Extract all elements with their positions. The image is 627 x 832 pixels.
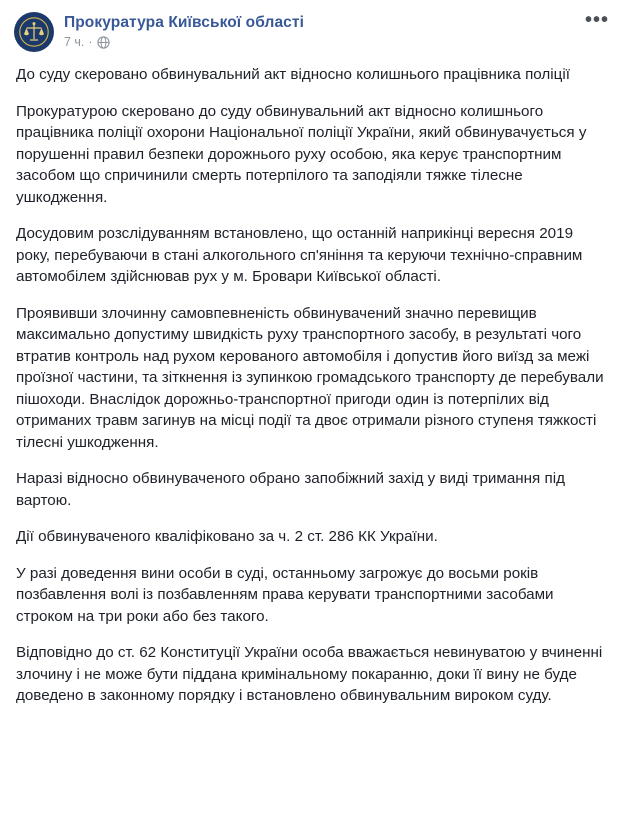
post-options-button[interactable]: ••• — [584, 9, 609, 31]
post-paragraph-1: Прокуратурою скеровано до суду обвинувальний акт відносно колишнього працівника поліції охорони Національної поліції України, який обвинувачується у порушенні правил безпеки дорожнього руху особою, яка керує транспортним засобом що спричинили смерть потерпілого та заподіяли тяжке тілесне ушкодження. — [16, 102, 587, 206]
post-header — [0, 0, 627, 60]
post-paragraph-5: Дії обвинуваченого кваліфіковано за ч. 2 ст. 286 КК України. — [16, 528, 438, 545]
meta-separator: · — [88, 35, 93, 49]
post-paragraph-4: Наразі відносно обвинуваченого обрано запобіжний захід у виді тримання під вартою. — [16, 470, 565, 509]
post-paragraph-7: Відповідно до ст. 62 Конституції України особа вважається невинуватою у вчиненні злочину і не може бути піддана кримінальному покаранню, доки її вину не буде доведено в законному порядку і встановлено обвинувальним вироком суду. — [16, 644, 603, 704]
prosecutor-emblem-icon — [19, 17, 49, 47]
globe-icon[interactable] — [97, 36, 110, 49]
post-paragraph-6: У разі доведення вини особи в суді, останньому загрожує до восьми років позбавлення волі із позбавленням права керувати транспортними засобами строком на три роки або без такого. — [16, 564, 554, 625]
post-paragraph-2: Досудовим розслідуванням встановлено, що останній наприкінці вересня 2019 року, перебуваючи в стані алкогольного сп'яніння та керуючи технічно-справним автомобілем здійснював рух у м. Бровари Київської області. — [16, 225, 583, 285]
post-timestamp[interactable]: 7 ч. — [64, 35, 85, 49]
post-title-paragraph: До суду скеровано обвинувальний акт відносно колишнього працівника поліції — [16, 66, 570, 83]
post-meta — [64, 35, 581, 50]
post-body — [0, 60, 627, 723]
avatar[interactable] — [14, 12, 54, 52]
page-author-name[interactable]: Прокуратура Київської області — [64, 14, 304, 31]
post-paragraph-3: Проявивши злочинну самовпевненість обвинувачений значно перевищив максимально допустиму швидкість руху транспортного засобу, в результаті чого втратив контроль над рухом керованого автомобіля і допустив його виїзд за межі проїзної частини, та зіткнення із зупинкою громадського транспорту де перебували пішоходи. Внаслідок дорожньо-транспортної пригоди один із потерпілих від отриманих травм загинув на місці події та двоє отримали різного ступеня тяжкості тілесні ушкодження. — [16, 304, 604, 451]
header-text — [64, 12, 581, 50]
